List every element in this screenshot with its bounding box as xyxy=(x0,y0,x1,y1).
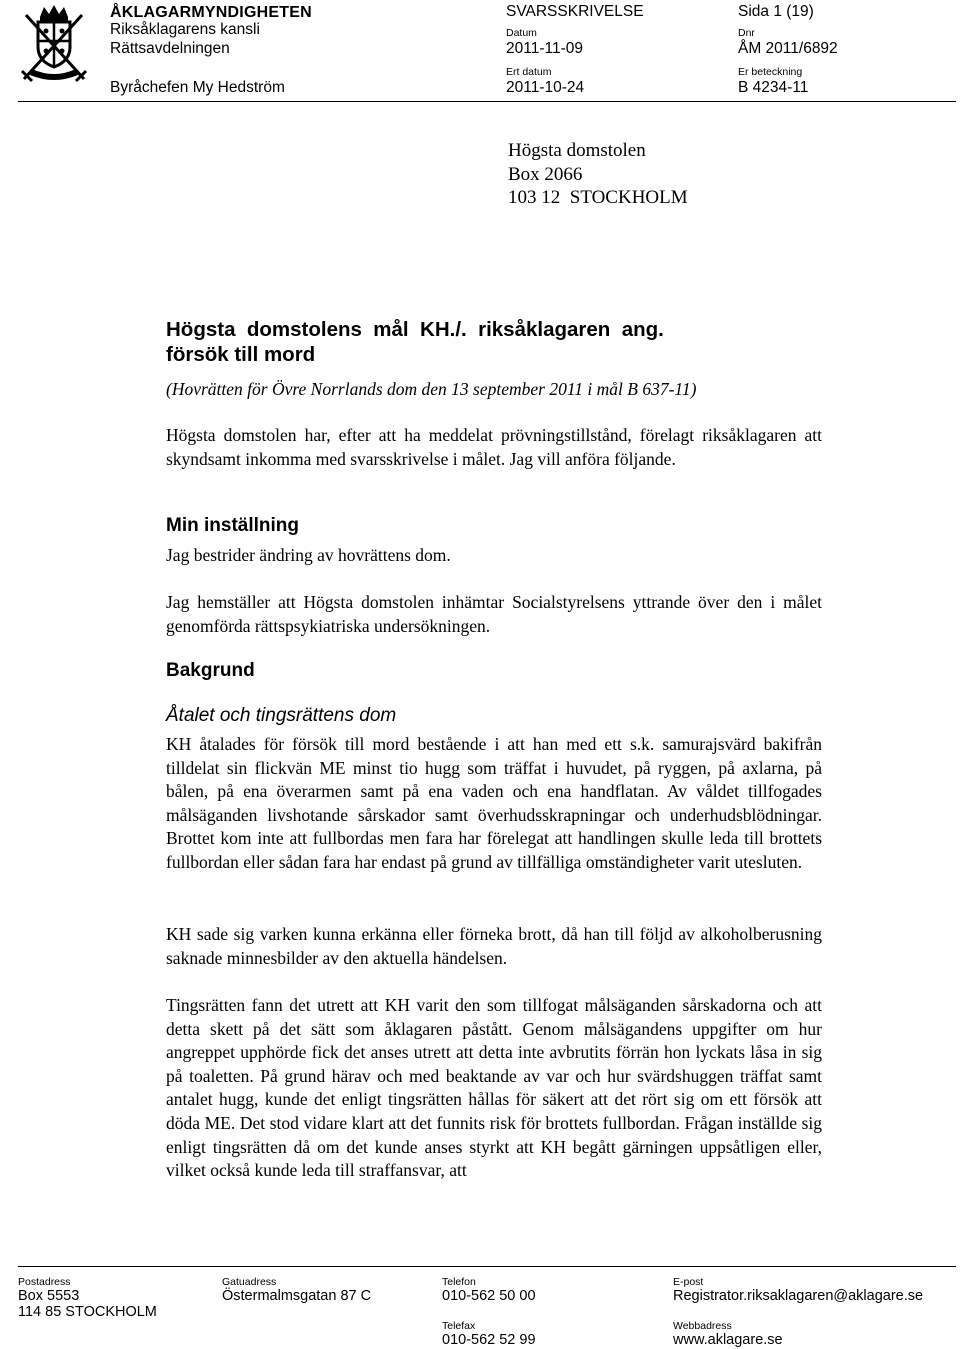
web-address: www.aklagare.se xyxy=(673,1332,783,1348)
heading-position: Min inställning xyxy=(166,515,299,536)
recipient-line-1: Högsta domstolen xyxy=(508,140,646,161)
dnr-value: ÅM 2011/6892 xyxy=(738,40,838,57)
received-date: 2011-10-24 xyxy=(506,79,585,96)
court-paragraph: Tingsrätten fann det utrett att KH varit den som tillfogat målsäganden sårskadorna och att detta skett på det sätt som åklagaren påstått. Genom målsägandens uppgifter om hur angreppet upphörde fick det anses utrett att detta inte avbrutits förrän hon lyckats låsa in sig på toaletten. På grund härav och med beaktande av var och hur svärdshuggen träffat samt antalet hugg, kunde det enligt tingsrätten hållas för säkert att det rört sig om ett försök att döda ME. Det stod vidare klart att det funnits risk för brottets fullbordan. Frågan inställde sig enligt tingsrätten då om det kunde anses styrkt att KH begått gärningen uppsåtligen eller, vilket också kunde leda till straffansvar, att xyxy=(166,995,822,1181)
position-paragraph: Jag bestrider ändring av hovrättens dom. xyxy=(166,545,451,565)
street-address: Östermalmsgatan 87 C xyxy=(222,1288,372,1304)
postal-line-1: Box 5553 xyxy=(18,1288,80,1304)
request-paragraph: Jag hemställer att Högsta domstolen inhämtar Socialstyrelsens yttrande över den i målet genomförda rättspsykiatriska undersökningen. xyxy=(166,592,822,636)
author-line: Byråchefen My Hedström xyxy=(110,79,285,96)
office-name: Riksåklagarens kansli xyxy=(110,21,260,38)
case-title-line-2: försök till mord xyxy=(166,343,316,366)
case-subtitle: (Hovrätten för Övre Norrlands dom den 13 september 2011 i mål B 637-11) xyxy=(166,379,697,399)
date-label: Datum xyxy=(506,27,537,39)
email-address: Registrator.riksaklagaren@aklagare.se xyxy=(673,1288,924,1304)
recipient-address xyxy=(508,139,808,210)
intro-paragraph: Högsta domstolen har, efter att ha meddelat prövningstillstånd, förelagt riksåklagaren att skyndsamt inkomma med svarsskrivelse i målet. Jag vill anföra följande. xyxy=(166,425,822,469)
header-divider xyxy=(18,101,956,102)
page-number: Sida 1 (19) xyxy=(738,3,814,20)
phone-label: Telefon xyxy=(442,1276,476,1288)
reference-value: B 4234-11 xyxy=(738,79,809,96)
document-type: SVARSSKRIVELSE xyxy=(506,3,644,20)
defense-paragraph: KH sade sig varken kunna erkänna eller förneka brott, då han till följd av alkoholberusning saknade minnesbilder av den aktuella händelsen. xyxy=(166,924,822,968)
charge-paragraph: KH åtalades för försök till mord bestående i att han med ett s.k. samurajsvärd bakifrån tilldelat sin flickvän ME minst tio hugg som träffat i huvudet, på ryggen, på axlarna, på bålen, på ena överarmen samt på ena vaden och ena handflatan. Av våldet tillfogades målsäganden livshotande sårskador samt överhudsskrapningar och underhudsblödningar. Brottet kom inte att fullbordas men fara har förelegat att handlingen skulle leda till brottets fullbordan eller sådan fara har endast på grund av tillfälliga omständigheter varit utesluten. xyxy=(166,734,822,872)
reference-label: Er beteckning xyxy=(738,66,803,78)
case-title-line-1: Högsta domstolens mål KH./. riksåklagaren ang. xyxy=(166,318,664,341)
recipient-line-2: Box 2066 xyxy=(508,163,583,185)
coat-of-arms-logo xyxy=(18,3,90,85)
postal-line-2: 114 85 STOCKHOLM xyxy=(18,1304,157,1320)
agency-name: ÅKLAGARMYNDIGHETEN xyxy=(110,4,312,21)
fax-label: Telefax xyxy=(442,1320,476,1332)
heading-background: Bakgrund xyxy=(166,660,255,681)
footer-divider xyxy=(18,1266,956,1267)
document-date: 2011-11-09 xyxy=(506,40,583,57)
recipient-line-3: 103 12 STOCKHOLM xyxy=(508,187,688,208)
heading-charge: Åtalet och tingsrättens dom xyxy=(166,705,397,726)
received-date-label: Ert datum xyxy=(506,66,552,78)
dnr-label: Dnr xyxy=(738,27,755,39)
department-name: Rättsavdelningen xyxy=(110,40,230,57)
phone-number: 010-562 50 00 xyxy=(442,1288,536,1304)
fax-number: 010-562 52 99 xyxy=(442,1332,536,1348)
street-label: Gatuadress xyxy=(222,1276,277,1288)
postal-label: Postadress xyxy=(18,1276,71,1288)
email-label: E-post xyxy=(673,1276,704,1288)
web-label: Webbadress xyxy=(673,1320,732,1332)
